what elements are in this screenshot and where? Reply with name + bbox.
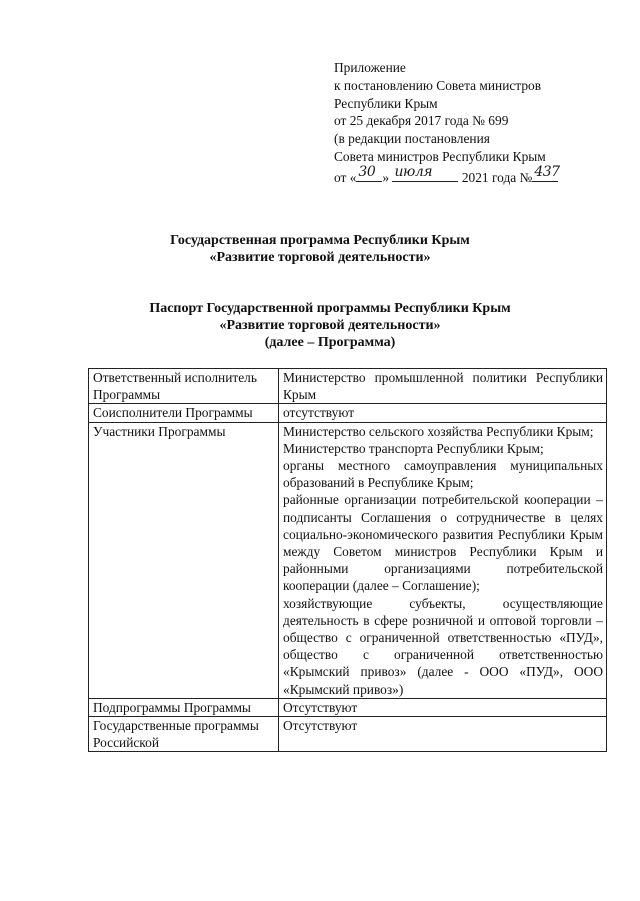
appendix-line: к постановлению Совета министров <box>334 77 542 93</box>
handwritten-number: 437 <box>534 163 560 180</box>
appendix-line: Приложение <box>334 60 406 75</box>
table-row <box>89 698 607 716</box>
program-title <box>0 232 640 266</box>
row-label: Участники Программы <box>89 422 279 698</box>
program-title-line: «Развитие торговой деятельности» <box>209 250 431 265</box>
row-value-text: Отсутствуют <box>283 718 358 734</box>
handwritten-number-field <box>532 163 560 182</box>
appendix-line: Республики Крым <box>334 95 438 111</box>
row-value-text: органы местного самоуправления муниципальных образований в Республике Крым; <box>283 458 603 491</box>
row-value-text: Министерство транспорта Республики Крым; <box>283 440 544 456</box>
row-value <box>279 698 607 716</box>
row-value-text: отсутствуют <box>283 405 355 421</box>
table-row <box>89 404 607 422</box>
appendix-date-line <box>334 163 634 187</box>
handwritten-day-field <box>356 163 382 182</box>
row-value-text: Министерство сельского хозяйства Республики Крым; <box>283 423 594 439</box>
row-value <box>279 369 607 404</box>
appendix-header <box>334 59 634 187</box>
row-value <box>279 404 607 422</box>
row-label: Государственные программы Российской <box>89 717 279 752</box>
passport-table <box>88 368 607 752</box>
handwritten-month: июля <box>394 163 433 180</box>
row-value <box>279 422 607 698</box>
date-quote: » <box>382 169 390 185</box>
row-label: Подпрограммы Программы <box>89 698 279 716</box>
handwritten-month-field <box>392 163 458 182</box>
date-year: 2021 года № <box>461 169 533 185</box>
passport-title-line: Паспорт Государственной программы Республики Крым <box>149 301 511 316</box>
row-value-text: Отсутствуют <box>283 699 358 715</box>
appendix-line: (в редакции постановления <box>334 131 490 147</box>
row-label: Ответственный исполнитель Программы <box>89 369 279 404</box>
appendix-line: Совета министров Республики Крым <box>334 148 546 164</box>
passport-title-line: (далее – Программа) <box>264 335 396 350</box>
row-label: Соисполнители Программы <box>89 404 279 422</box>
table-row <box>89 369 607 404</box>
passport-title <box>0 300 640 351</box>
row-value-text: хозяйствующие субъекты, осуществляющие деятельность в сфере розничной и оптовой торговли – общество с ограниченной ответственностью «ПУД», общество с ограниченной ответственностью «Крымский привоз» (далее - ООО «ПУД», ООО «Крымский привоз») <box>283 595 603 697</box>
row-value <box>279 717 607 752</box>
row-value-text: Министерство промышленной политики Республики Крым <box>283 370 603 403</box>
handwritten-day: 30 <box>358 163 376 180</box>
table-row <box>89 422 607 698</box>
appendix-line: от 25 декабря 2017 года № 699 <box>334 113 509 129</box>
passport-title-line: «Развитие торговой деятельности» <box>219 318 441 333</box>
program-title-line: Государственная программа Республики Крым <box>170 233 470 248</box>
date-prefix: от « <box>334 169 357 185</box>
row-value-text: районные организации потребительской кооперации – подписанты Соглашения о сотрудничестве в целях социально-экономического развития Республики Крым между Советом министров Республики Крым и районными организациями потребительской кооперации (далее – Соглашение); <box>283 492 603 594</box>
table-row <box>89 717 607 752</box>
